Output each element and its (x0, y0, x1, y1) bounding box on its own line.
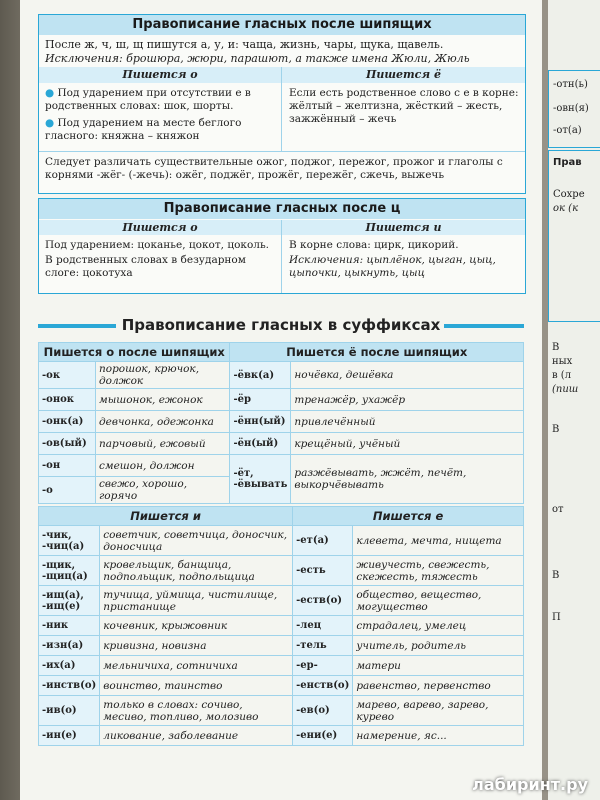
suffix-cell: -есть (293, 556, 353, 586)
table-row (39, 411, 524, 433)
suffix-cell: -ок (39, 362, 96, 389)
page2-fragment: в (л (552, 370, 572, 381)
box1-intro: После ж, ч, ш, щ пишутся а, у, и: чаща, жизнь, чары, щука, щавель. (45, 38, 444, 51)
watermark-logo: лабиринт.ру (472, 775, 588, 794)
box1-exceptions: Исключения: брошюра, жюри, парашют, а также имена Жюли, Жюль (45, 52, 470, 65)
box1-col-yo-header: Пишется ё (282, 67, 525, 83)
example-cell: равенство, первенство (353, 676, 524, 696)
page2-row: -от(а) (553, 125, 582, 136)
section-title-bar-right (444, 324, 524, 328)
suffix-cell: -инств(о) (39, 676, 100, 696)
example-cell: свежо, хорошо, горячо (96, 477, 230, 504)
box1-hline (39, 151, 525, 152)
page2-fragment: ок (к (553, 203, 579, 214)
page2-row: -овн(я) (553, 103, 589, 114)
box-vowels-after-ts (38, 198, 526, 294)
suffix-cell: -ищ(а), -ищ(е) (39, 586, 100, 616)
table-row (39, 726, 524, 746)
suffix-cell: -ет(а) (293, 526, 353, 556)
example-cell: мышонок, ежонок (96, 389, 230, 411)
page2-top-table (548, 70, 600, 148)
page2-fragment: (пиш (552, 384, 579, 395)
suffix-cell: -ник (39, 616, 100, 636)
page2-fragment: П (552, 612, 561, 623)
example-cell: смешон, должон (96, 455, 230, 477)
suffix-cell: -ёвк(а) (230, 362, 291, 389)
box2-i-text2: Исключения: цыплёнок, цыган, цыц, цыпочки, цыкнуть, цыц (289, 254, 496, 279)
example-cell: кривизна, новизна (100, 636, 293, 656)
box1-o-item1: ● Под ударением при отсутствии е в родственных словах: шок, шорты. (45, 87, 251, 112)
book-page-left (20, 0, 542, 800)
example-cell: привлечённый (291, 411, 524, 433)
suffix-cell: -ин(е) (39, 726, 100, 746)
suffix-cell: -ённ(ый) (230, 411, 291, 433)
box-vowels-after-sibilants (38, 14, 526, 194)
example-cell: воинство, таинство (100, 676, 293, 696)
table-o-yo-suffixes (38, 342, 524, 504)
suffix-cell: -лец (293, 616, 353, 636)
example-cell: крещёный, учёный (291, 433, 524, 455)
suffix-cell: -ёт, -ёвывать (230, 455, 291, 504)
example-cell: советчик, советчица, доносчик, доносчица (100, 526, 293, 556)
suffix-cell: -ени(е) (293, 726, 353, 746)
example-cell: общество, вещество, могущество (353, 586, 524, 616)
example-cell: мельничиха, сотничиха (100, 656, 293, 676)
table2-head-left: Пишется и (39, 507, 293, 526)
page2-fragment: В (552, 342, 560, 353)
table1-head-left: Пишется о после шипящих (39, 343, 230, 362)
example-cell: тучища, уймища, чистилище, пристанище (100, 586, 293, 616)
table-row (39, 556, 524, 586)
table-row (39, 389, 524, 411)
box2-i-text1: В корне слова: цирк, цикорий. (289, 239, 459, 251)
page2-fragment: от (552, 504, 564, 515)
page2-fragment: Сохре (553, 189, 585, 200)
box2-title: Правописание гласных после ц (39, 199, 525, 219)
example-cell: кровельщик, банщица, подпольщик, подпольщица (100, 556, 293, 586)
example-cell: тренажёр, ухажёр (291, 389, 524, 411)
box2-col-i-header: Пишется и (282, 220, 525, 235)
example-cell: намерение, яс... (353, 726, 524, 746)
suffix-cell: -ов(ый) (39, 433, 96, 455)
box1-col-o-header: Пишется о (39, 67, 281, 83)
example-cell: порошок, крючок, должок (96, 362, 230, 389)
suffix-cell: -их(а) (39, 656, 100, 676)
example-cell: клевета, мечта, нищета (353, 526, 524, 556)
suffix-cell: -онк(а) (39, 411, 96, 433)
table-row (39, 636, 524, 656)
example-cell: ликование, заболевание (100, 726, 293, 746)
suffix-cell: -чик, -чиц(а) (39, 526, 100, 556)
example-cell: учитель, родитель (353, 636, 524, 656)
section-title (38, 316, 524, 336)
table-i-e-suffixes (38, 506, 524, 746)
suffix-cell: -ер- (293, 656, 353, 676)
box1-title: Правописание гласных после шипящих (39, 15, 525, 35)
example-cell: только в словах: сочиво, месиво, топливо, молозиво (100, 696, 293, 726)
example-cell: марево, варево, зарево, курево (353, 696, 524, 726)
suffix-cell: -енств(о) (293, 676, 353, 696)
box2-divider (281, 220, 282, 293)
table-row (39, 362, 524, 389)
suffix-cell: -ёр (230, 389, 291, 411)
box1-note: Следует различать существительные ожог, поджог, пережог, прожог и глаголы с корнями -жёг- (-жечь): ожёг, поджёг, прожёг, пережёг, сжечь, выжечь (45, 156, 503, 181)
example-cell: живучесть, свежесть, скежесть, тяжесть (353, 556, 524, 586)
table-row (39, 676, 524, 696)
page2-box (548, 150, 600, 322)
box2-col-o-header: Пишется о (39, 220, 281, 235)
table2-head-right: Пишется е (293, 507, 524, 526)
example-cell: кочевник, крыжовник (100, 616, 293, 636)
suffix-cell: -ев(о) (293, 696, 353, 726)
suffix-cell: -он (39, 455, 96, 477)
suffix-cell: -еств(о) (293, 586, 353, 616)
table1-head-right: Пишется ё после шипящих (230, 343, 524, 362)
table-row (39, 433, 524, 455)
box2-o-text2: В родственных словах в безударном слоге: цокотуха (45, 254, 246, 279)
table-row (39, 616, 524, 636)
table-row (39, 696, 524, 726)
table-row (39, 455, 524, 477)
table-row (39, 526, 524, 556)
box1-o-item2: ● Под ударением на месте беглого гласного: княжна – княжон (45, 117, 242, 142)
page2-row: -отн(ь) (553, 79, 588, 90)
example-cell: разжёвывать, жжёт, печёт, выкорчёвывать (291, 455, 524, 504)
page2-fragment: Прав (553, 157, 582, 168)
example-cell: девчонка, одежонка (96, 411, 230, 433)
page2-fragment: ных (552, 356, 573, 367)
book-page-right (548, 0, 600, 800)
example-cell: парчовый, ежовый (96, 433, 230, 455)
example-cell: ночёвка, дешёвка (291, 362, 524, 389)
table-row (39, 586, 524, 616)
suffix-cell: -тель (293, 636, 353, 656)
page2-fragment: В (552, 424, 560, 435)
example-cell: матери (353, 656, 524, 676)
box2-o-text1: Под ударением: цоканье, цокот, цоколь. (45, 239, 269, 251)
suffix-cell: -щик, -щиц(а) (39, 556, 100, 586)
suffix-cell: -о (39, 477, 96, 504)
suffix-cell: -изн(а) (39, 636, 100, 656)
table-row (39, 656, 524, 676)
example-cell: страдалец, умелец (353, 616, 524, 636)
suffix-cell: -онок (39, 389, 96, 411)
box1-yo-item: Если есть родственное слово с е в корне: жёлтый – желтизна, жёсткий – жесть, зажжённый – жечь (289, 87, 519, 125)
page2-fragment: В (552, 570, 560, 581)
section-title-text: Правописание гласных в суффиксах (116, 316, 447, 334)
box1-divider (281, 67, 282, 151)
suffix-cell: -ив(о) (39, 696, 100, 726)
suffix-cell: -ён(ый) (230, 433, 291, 455)
